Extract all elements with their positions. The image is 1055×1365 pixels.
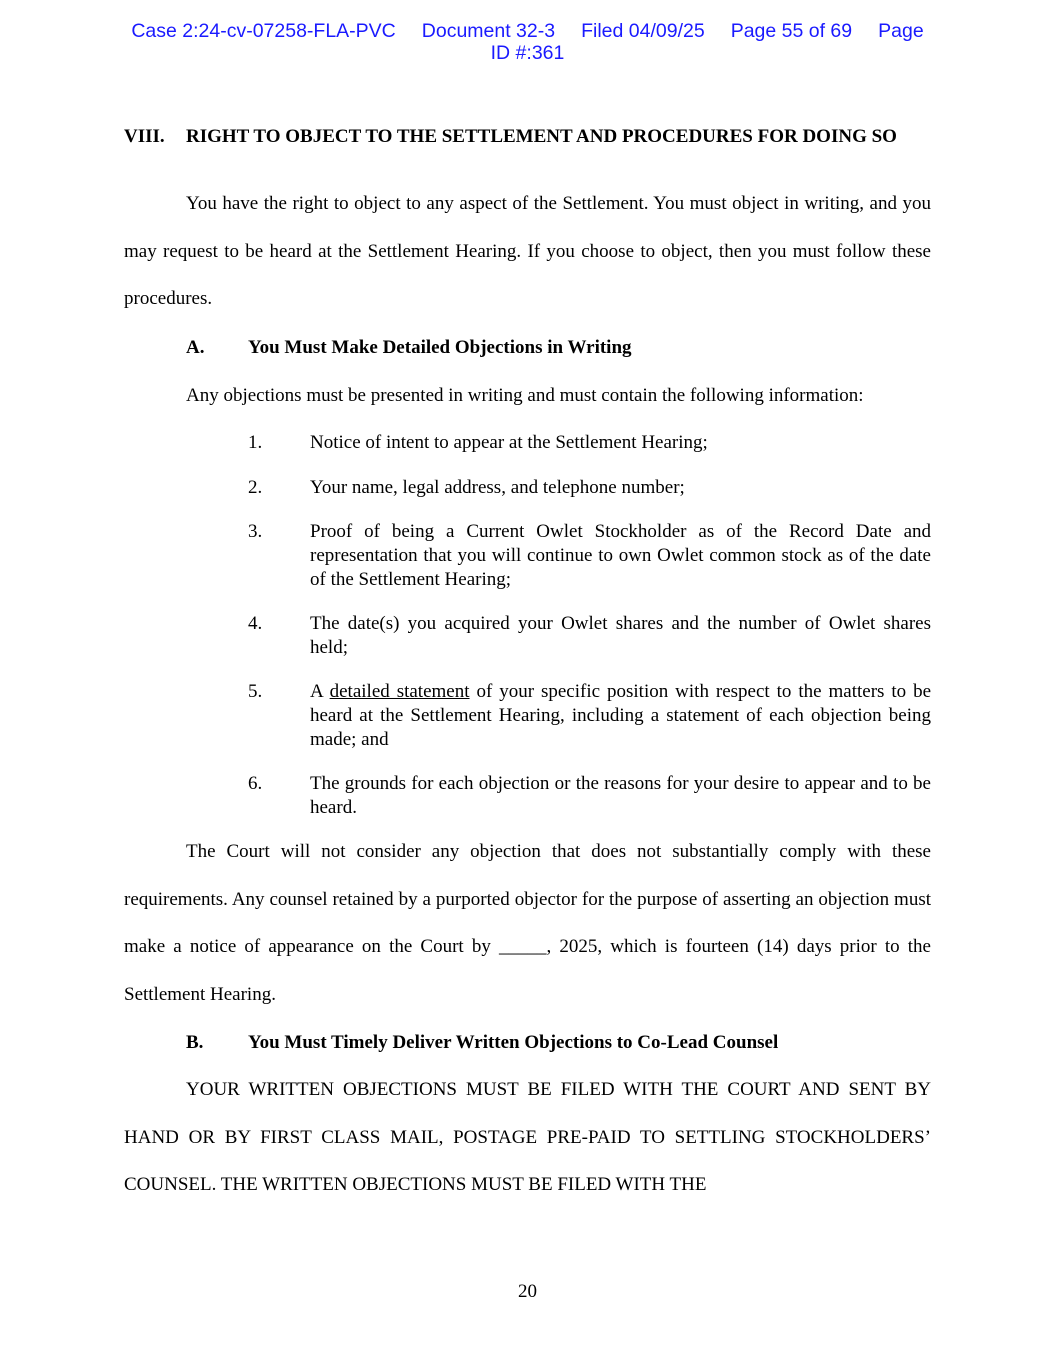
list-item — [248, 431, 931, 455]
header-line-1 — [0, 20, 1055, 42]
list-item-suffix: of your specific position with respect to the matters to be heard at the Settlement Hearing, including a statement of each objection being made; and — [310, 681, 931, 750]
subsection-a-heading — [186, 336, 632, 360]
page-number: 20 — [518, 1281, 537, 1302]
list-item-text: The date(s) you acquired your Owlet shares and the number of Owlet shares held; — [310, 613, 931, 658]
list-item-number: 3. — [248, 521, 263, 542]
detailed-statement-emphasis: detailed statement — [329, 681, 470, 702]
document-number: Document 32-3 — [421, 20, 556, 42]
filed-date: Filed 04/09/25 — [581, 20, 705, 42]
list-item-text: Notice of intent to appear at the Settlement Hearing; — [310, 432, 708, 453]
subsection-b-heading — [186, 1031, 778, 1055]
case-number: Case 2:24-cv-07258-FLA-PVC — [131, 20, 396, 42]
page-id: ID #:361 — [490, 42, 565, 64]
list-item-number: 6. — [248, 773, 263, 794]
list-item-prefix: A — [310, 681, 330, 702]
list-item-number: 1. — [248, 432, 263, 453]
list-item — [248, 772, 931, 820]
list-item-text — [310, 680, 931, 752]
list-item-text: Your name, legal address, and telephone number; — [310, 477, 685, 498]
subsection-a-letter: A. — [186, 337, 205, 358]
court-filing-header — [0, 20, 1055, 64]
list-item-number: 2. — [248, 477, 263, 498]
section-heading — [124, 125, 931, 149]
list-item — [248, 520, 931, 592]
subsection-b-letter: B. — [186, 1032, 204, 1053]
section-number: VIII. — [124, 126, 165, 147]
subsection-b-title: You Must Timely Deliver Written Objections to Co-Lead Counsel — [248, 1032, 779, 1053]
filing-instructions-paragraph: YOUR WRITTEN OBJECTIONS MUST BE FILED WITH THE COURT AND SENT BY HAND OR BY FIRST CLASS MAIL, POSTAGE PRE-PAID TO SETTLING STOCKHOLDERS’ COUNSEL. THE WRITTEN OBJECTIONS MUST BE FILED WITH THE — [124, 1079, 931, 1195]
list-item-number: 5. — [248, 681, 263, 702]
list-item-text: Proof of being a Current Owlet Stockholder as of the Record Date and representation that you will continue to own Owlet common stock as of the date of the Settlement Hearing; — [310, 521, 931, 590]
page-label: Page — [878, 20, 924, 42]
section-title: RIGHT TO OBJECT TO THE SETTLEMENT AND PROCEDURES FOR DOING SO — [186, 126, 897, 147]
list-item-text: The grounds for each objection or the reasons for your desire to appear and to be heard. — [310, 773, 931, 818]
list-item — [248, 612, 931, 660]
subsection-a-title: You Must Make Detailed Objections in Writing — [248, 337, 632, 358]
section-intro-paragraph: You have the right to object to any aspect of the Settlement. You must object in writing, and you may request to be heard at the Settlement Hearing. If you choose to object, then you must follow these procedures. — [124, 193, 931, 309]
requirements-paragraph: The Court will not consider any objection that does not substantially comply with these requirements. Any counsel retained by a purported objector for the purpose of asserting an objection must make a notice of appearance on the Court by _____, 2025, which is fourteen (14) days prior to the Settlement Hearing. — [124, 841, 931, 1005]
list-item — [248, 680, 931, 752]
subsection-a-intro: Any objections must be presented in writing and must contain the following information: — [186, 385, 864, 406]
list-item — [248, 476, 931, 500]
list-item-number: 4. — [248, 613, 263, 634]
page-count: Page 55 of 69 — [730, 20, 853, 42]
